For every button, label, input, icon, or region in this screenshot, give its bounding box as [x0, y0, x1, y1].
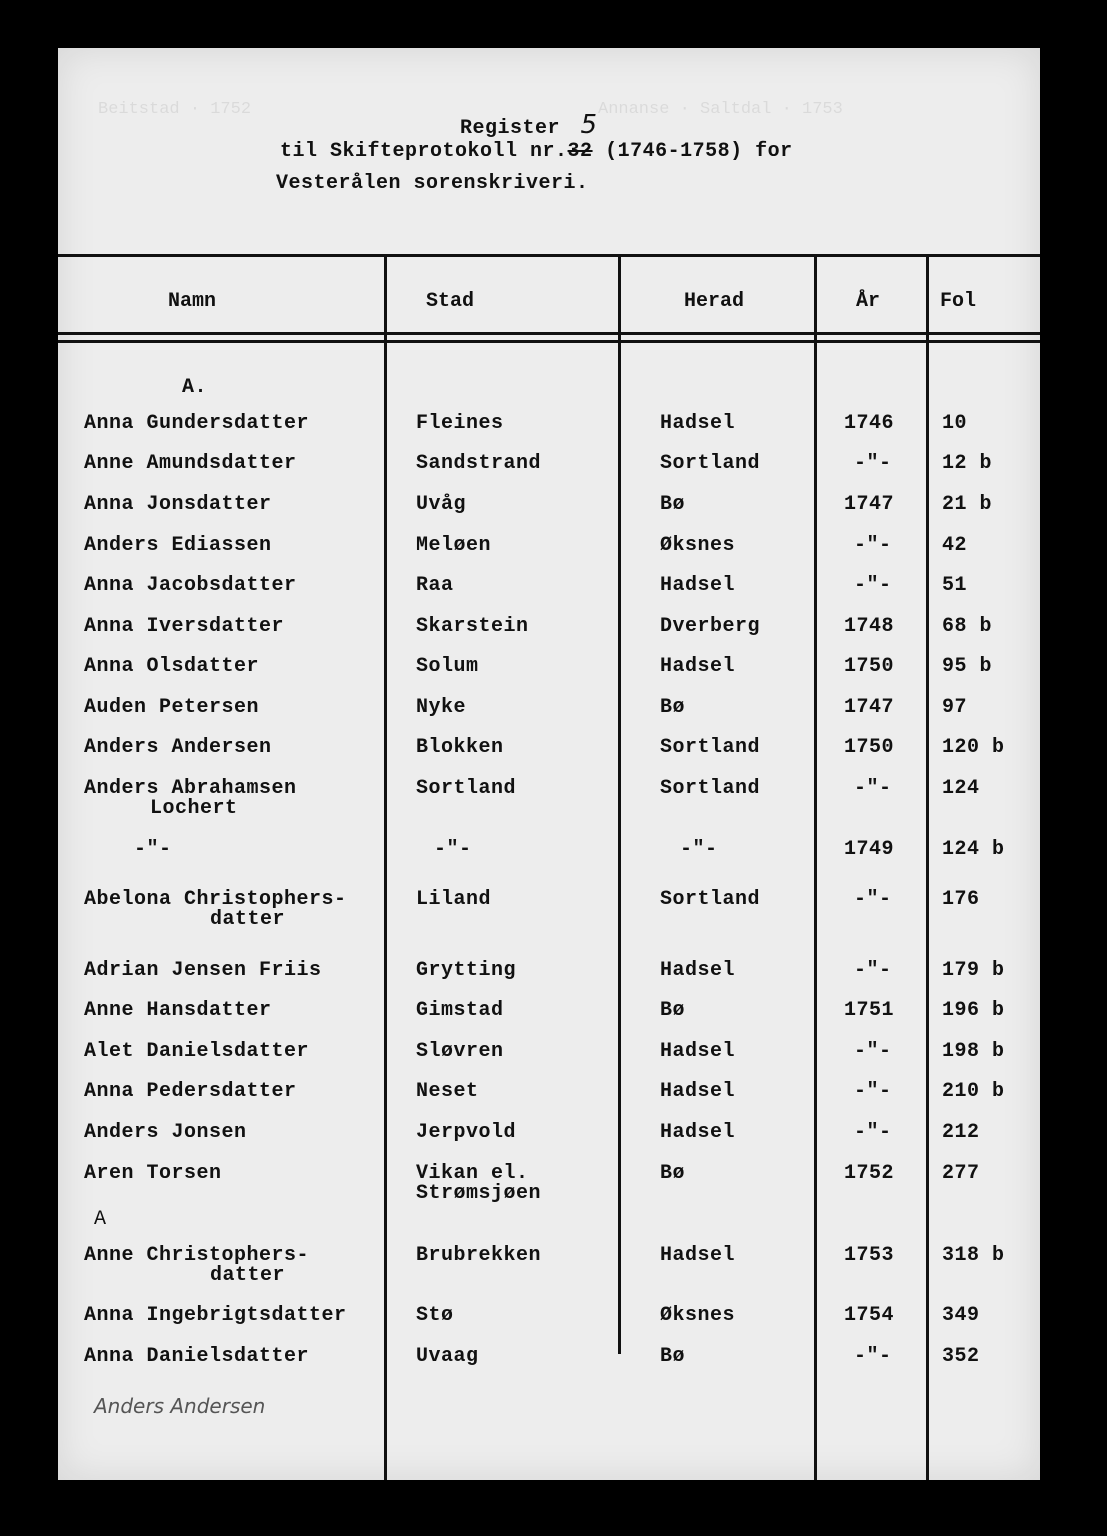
entry-folio: 51 — [942, 574, 968, 597]
entry-herad: Hadsel — [660, 655, 736, 678]
entry-name-continued: datter — [210, 908, 286, 931]
entry-stad-continued: Strømsjøen — [416, 1182, 542, 1205]
entry-name: Anna Pedersdatter — [84, 1080, 297, 1103]
entry-folio: 277 — [942, 1162, 980, 1185]
column-header-stad: Stad — [426, 290, 475, 313]
entry-folio: 212 — [942, 1121, 980, 1144]
entry-name: Anders Jonsen — [84, 1121, 247, 1144]
entry-folio: 349 — [942, 1304, 980, 1327]
entry-name: Anna Jacobsdatter — [84, 574, 297, 597]
entry-year: -"- — [854, 1121, 892, 1144]
entry-folio: 12 b — [942, 452, 993, 475]
entry-herad: Bø — [660, 696, 686, 719]
entry-stad: Nyke — [416, 696, 467, 719]
entry-folio: 352 — [942, 1345, 980, 1368]
entry-year: 1750 — [844, 736, 895, 759]
entry-name: Anders Andersen — [84, 736, 272, 759]
title-district: Vesterålen sorenskriveri. — [276, 172, 589, 195]
entry-folio: 97 — [942, 696, 968, 719]
entry-name: Anne Christophers- — [84, 1244, 310, 1267]
entry-stad: Brubrekken — [416, 1244, 542, 1267]
entry-name: Auden Petersen — [84, 696, 260, 719]
entry-name: Anna Jonsdatter — [84, 493, 272, 516]
entry-year: -"- — [854, 574, 892, 597]
entry-year: -"- — [854, 452, 892, 475]
entry-name: Anna Olsdatter — [84, 655, 260, 678]
entry-stad: Skarstein — [416, 615, 529, 638]
entry-folio: 196 b — [942, 999, 1005, 1022]
entry-year: 1746 — [844, 412, 895, 435]
entry-folio: 318 b — [942, 1244, 1005, 1267]
entry-stad: Jerpvold — [416, 1121, 517, 1144]
entry-herad: Bø — [660, 999, 686, 1022]
handwritten-volume-number: 5 — [580, 110, 598, 140]
entry-folio: 10 — [942, 412, 968, 435]
entry-herad: Hadsel — [660, 1080, 736, 1103]
entry-stad: Fleines — [416, 412, 504, 435]
entry-year: -"- — [854, 534, 892, 557]
entry-stad: Grytting — [416, 959, 517, 982]
table-rule-header-1 — [58, 332, 1040, 335]
column-header-namn: Namn — [168, 290, 217, 313]
entry-stad: Gimstad — [416, 999, 504, 1022]
section-letter: A. — [182, 376, 208, 399]
entry-herad: Hadsel — [660, 574, 736, 597]
column-divider — [384, 254, 387, 1480]
entry-year: 1747 — [844, 493, 895, 516]
entry-stad: Sløvren — [416, 1040, 504, 1063]
section-letter-2: A — [94, 1208, 107, 1231]
entry-name: Anna Gundersdatter — [84, 412, 310, 435]
entry-herad: Bø — [660, 1345, 686, 1368]
column-header-fol: Fol — [940, 290, 977, 313]
entry-year: 1751 — [844, 999, 895, 1022]
entry-year: 1752 — [844, 1162, 895, 1185]
entry-year: -"- — [854, 959, 892, 982]
entry-stad: Vikan el. — [416, 1162, 529, 1185]
entry-stad: Uvåg — [416, 493, 467, 516]
entry-year: -"- — [854, 777, 892, 800]
entry-stad: Stø — [416, 1304, 454, 1327]
entry-herad: Sortland — [660, 452, 761, 475]
entry-year: 1747 — [844, 696, 895, 719]
entry-herad: Øksnes — [660, 1304, 736, 1327]
column-header-ar: År — [856, 290, 881, 313]
column-divider — [926, 254, 929, 1480]
entry-name: Anders Ediassen — [84, 534, 272, 557]
entry-stad: Solum — [416, 655, 479, 678]
entry-folio: 95 b — [942, 655, 993, 678]
entry-herad: Bø — [660, 1162, 686, 1185]
entry-stad: -"- — [434, 838, 472, 861]
entry-stad: Raa — [416, 574, 454, 597]
entry-name: Aren Torsen — [84, 1162, 222, 1185]
entry-herad: Hadsel — [660, 1040, 736, 1063]
title-register: Register 5 — [460, 110, 598, 140]
entry-name: Anna Danielsdatter — [84, 1345, 310, 1368]
entry-stad: Sortland — [416, 777, 517, 800]
entry-year: 1754 — [844, 1304, 895, 1327]
entry-name: Anders Abrahamsen — [84, 777, 297, 800]
entry-folio: 42 — [942, 534, 968, 557]
entry-stad: Uvaag — [416, 1345, 479, 1368]
entry-stad: Liland — [416, 888, 492, 911]
table-rule-header-2 — [58, 340, 1040, 343]
bleed-through: Beitstad · 1752 — [98, 100, 252, 119]
entry-herad: -"- — [680, 838, 718, 861]
entry-stad: Neset — [416, 1080, 479, 1103]
entry-herad: Hadsel — [660, 1121, 736, 1144]
struck-protocol-number: 32 — [567, 140, 593, 163]
entry-name: -"- — [134, 838, 172, 861]
entry-stad: Blokken — [416, 736, 504, 759]
document-page — [58, 48, 1040, 1480]
title-protocol: til Skifteprotokoll nr.32 (1746-1758) for — [280, 140, 793, 163]
entry-herad: Bø — [660, 493, 686, 516]
entry-folio: 176 — [942, 888, 980, 911]
table-rule-top — [58, 254, 1040, 257]
entry-folio: 21 b — [942, 493, 993, 516]
entry-name-continued: Lochert — [150, 797, 238, 820]
entry-folio: 68 b — [942, 615, 993, 638]
entry-folio: 124 b — [942, 838, 1005, 861]
entry-name: Alet Danielsdatter — [84, 1040, 310, 1063]
entry-year: 1753 — [844, 1244, 895, 1267]
entry-herad: Dverberg — [660, 615, 761, 638]
entry-name: Anna Ingebrigtsdatter — [84, 1304, 347, 1327]
entry-name: Anne Hansdatter — [84, 999, 272, 1022]
handwritten-entry: Anders Andersen — [94, 1394, 266, 1418]
entry-herad: Hadsel — [660, 959, 736, 982]
entry-name: Abelona Christophers- — [84, 888, 347, 911]
entry-herad: Sortland — [660, 736, 761, 759]
entry-herad: Hadsel — [660, 1244, 736, 1267]
entry-name: Anna Iversdatter — [84, 615, 285, 638]
entry-folio: 124 — [942, 777, 980, 800]
entry-herad: Øksnes — [660, 534, 736, 557]
entry-folio: 198 b — [942, 1040, 1005, 1063]
column-divider — [618, 254, 621, 1354]
bleed-through: Annanse · Saltdal · 1753 — [598, 100, 843, 119]
entry-folio: 179 b — [942, 959, 1005, 982]
entry-year: 1750 — [844, 655, 895, 678]
entry-year: 1748 — [844, 615, 895, 638]
entry-year: -"- — [854, 1345, 892, 1368]
entry-name: Anne Amundsdatter — [84, 452, 297, 475]
entry-herad: Sortland — [660, 777, 761, 800]
entry-name: Adrian Jensen Friis — [84, 959, 322, 982]
entry-name-continued: datter — [210, 1264, 286, 1287]
entry-folio: 210 b — [942, 1080, 1005, 1103]
entry-stad: Sandstrand — [416, 452, 542, 475]
entry-year: -"- — [854, 1040, 892, 1063]
entry-herad: Sortland — [660, 888, 761, 911]
entry-stad: Meløen — [416, 534, 492, 557]
entry-folio: 120 b — [942, 736, 1005, 759]
entry-year: 1749 — [844, 838, 895, 861]
entry-year: -"- — [854, 1080, 892, 1103]
column-divider — [814, 254, 817, 1480]
entry-year: -"- — [854, 888, 892, 911]
entry-herad: Hadsel — [660, 412, 736, 435]
column-header-herad: Herad — [684, 290, 745, 313]
